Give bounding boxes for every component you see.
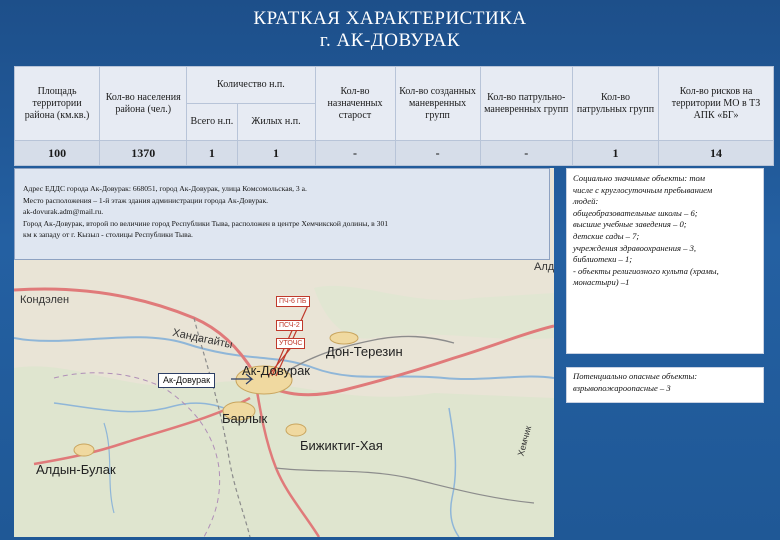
cell-risks: 14 [659, 141, 774, 166]
map-settlement-don-terezin [330, 332, 358, 344]
cell-settlements-total: 1 [187, 141, 237, 166]
hazard-line: Потенциально опасные объекты: [573, 371, 698, 381]
map-label-khemchik: Хемчик [515, 424, 534, 458]
cell-patrol-groups: 1 [572, 141, 658, 166]
map-flag-rescue-unit[interactable]: ПСЧ-2 [276, 320, 303, 331]
edds-email[interactable]: ak-dovurak.adm@mail.ru. [23, 207, 104, 216]
social-line: - объекты религиозного культа (храмы, [573, 265, 719, 276]
map-label-kondelen: Кондэлен [20, 294, 70, 306]
map-valley-area [314, 286, 554, 339]
title-line-1: КРАТКАЯ ХАРАКТЕРИСТИКА [253, 8, 527, 29]
header-population: Кол-во населения района (чел.) [100, 67, 187, 141]
social-line: людей: [573, 196, 599, 207]
map-label-aldyn-bulak: Алдын-Булак [36, 462, 116, 477]
map-label-ak-dovurak: Ак-Довурак [242, 363, 310, 378]
map-settlement-bizhiktig [286, 424, 306, 436]
hazard-line: взрывопожароопасные – 3 [573, 382, 671, 393]
cell-patrol-maneuver-groups: - [480, 141, 572, 166]
header-elders: Кол-во назначенных старост [315, 67, 395, 141]
characteristics-table [14, 66, 774, 166]
edds-description: Город Ак-Довурак, второй по величине город Республики Тыва, расположен в центре Хемчикской долины, в 301 [23, 218, 389, 228]
page-title [0, 8, 780, 52]
cell-elders: - [315, 141, 395, 166]
header-patrol-maneuver-groups: Кол-во патрульно-маневренных групп [480, 67, 572, 141]
map-settlement-aldyn-bulak [74, 444, 94, 456]
cell-population: 1370 [100, 141, 187, 166]
social-line: высшие учебные заведения – 0; [573, 219, 687, 230]
title-line-2: г. АК-ДОВУРАК [319, 30, 461, 51]
map-callout-city: Ак-Довурак [158, 373, 215, 388]
header-area: Площадь территории района (км.кв.) [15, 67, 100, 141]
cell-maneuver-groups: - [395, 141, 480, 166]
social-line: Социально значимые объекты: том [573, 173, 705, 183]
header-patrol-groups: Кол-во патрульных групп [572, 67, 658, 141]
edds-description-cont: км к западу от г. Кызыл - столицы Республики Тыва. [23, 230, 193, 239]
header-settlements: Количество н.п. [187, 67, 315, 104]
social-line: детские сады – 7; [573, 230, 640, 241]
cell-area: 100 [15, 141, 100, 166]
header-settlements-total: Всего н.п. [187, 104, 237, 141]
header-maneuver-groups: Кол-во созданных маневренных групп [395, 67, 480, 141]
map-label-barlyk: Барлык [222, 411, 268, 426]
social-line: общеобразовательные школы – 6; [573, 207, 698, 218]
map-label-ald: Алд [534, 261, 554, 273]
social-line: числе с круглосуточным пребыванием [573, 184, 713, 195]
edds-address: Адрес ЕДДС города Ак-Довурак: 668051, город Ак-Довурак, улица Комсомольская, 3 а. [23, 184, 307, 193]
map-label-don-terezin: Дон-Терезин [326, 344, 403, 359]
header-settlements-residential: Жилых н.п. [237, 104, 315, 141]
social-line: библиотеки – 1; [573, 254, 633, 265]
map-flag-emergency-service[interactable]: УТОЧС [276, 338, 305, 349]
header-risks: Кол-во рисков на территории МО в ТЗ АПК «БГ» [659, 67, 774, 141]
map-flag-fire-station[interactable]: ПЧ-6 ПБ [276, 296, 310, 307]
social-objects-panel [566, 168, 764, 354]
social-line: монастыри) –1 [573, 277, 630, 288]
cell-settlements-residential: 1 [237, 141, 315, 166]
edds-location: Место расположения – 1-й этаж здания администрации города Ак-Довурак. [23, 195, 269, 205]
hazard-objects-panel [566, 367, 764, 403]
edds-info-box [14, 168, 550, 260]
social-line: учреждения здравоохранения – 3, [573, 242, 697, 253]
table-row [15, 141, 774, 166]
map-label-bizhiktig-khaya: Бижиктиг-Хая [300, 438, 383, 453]
map-label-khandagaity: Хандагайты [171, 326, 234, 352]
